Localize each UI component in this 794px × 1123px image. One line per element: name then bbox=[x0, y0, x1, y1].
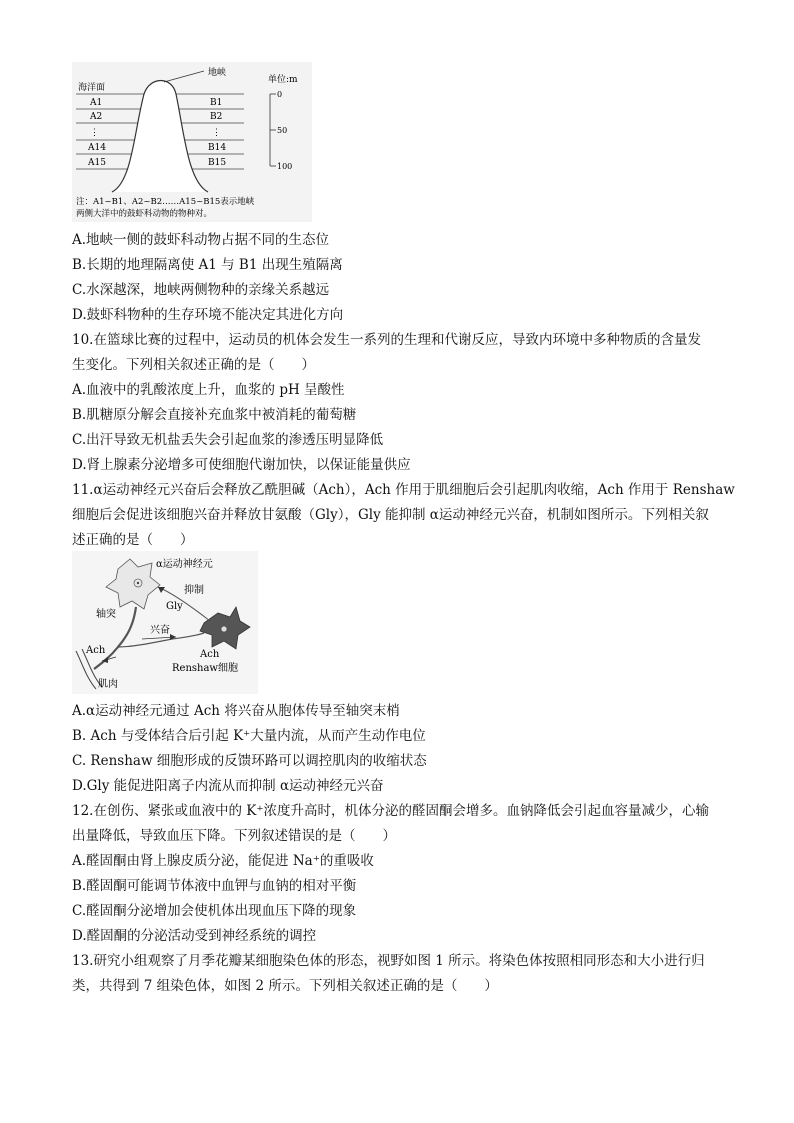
q10-option-a: A.血液中的乳酸浓度上升，血浆的 pH 呈酸性 bbox=[72, 382, 345, 398]
q11-option-b: B. Ach 与受体结合后引起 K⁺大量内流，从而产生动作电位 bbox=[72, 728, 426, 744]
scale-tick-50: 50 bbox=[277, 126, 288, 135]
label-b1: B1 bbox=[210, 98, 223, 108]
isthmus-diagram bbox=[72, 62, 312, 222]
figure-note-line1: 注：A1~B1、A2~B2……A15~B15表示地峡 bbox=[76, 197, 255, 207]
q9-option-a: A.地峡一侧的鼓虾科动物占据不同的生态位 bbox=[72, 232, 330, 248]
q12-option-d: D.醛固酮的分泌活动受到神经系统的调控 bbox=[72, 928, 317, 944]
q10-option-b: B.肌糖原分解会直接补充血浆中被消耗的葡萄糖 bbox=[72, 407, 357, 423]
q9-option-b: B.长期的地理隔离使 A1 与 B1 出现生殖隔离 bbox=[72, 257, 343, 273]
q12-option-c: C.醛固酮分泌增加会使机体出现血压下降的现象 bbox=[72, 903, 357, 919]
q13-stem-line2: 类，共得到 7 组染色体，如图 2 所示。下列相关叙述正确的是（ ） bbox=[72, 978, 498, 994]
muscle-label: 肌肉 bbox=[98, 679, 118, 690]
ocean-label: 海洋面 bbox=[78, 83, 106, 93]
q12-stem-line1: 12.在创伤、紧张或血液中的 K⁺浓度升高时，机体分泌的醛固酮会增多。血钠降低会引起血容量减少，心输 bbox=[72, 803, 709, 819]
q11-option-c: C. Renshaw 细胞形成的反馈环路可以调控肌肉的收缩状态 bbox=[72, 753, 427, 769]
q12-option-b: B.醛固酮可能调节体液中血钾与血钠的相对平衡 bbox=[72, 878, 357, 894]
ach-left-label: Ach bbox=[86, 645, 106, 656]
gly-label: Gly bbox=[166, 601, 183, 612]
label-b2: B2 bbox=[210, 112, 223, 122]
label-b-dots: ⋮ bbox=[212, 128, 221, 138]
label-a1: A1 bbox=[90, 98, 103, 108]
isthmus-label: 地峡 bbox=[208, 68, 227, 78]
q10-option-c: C.出汗导致无机盐丢失会引起血浆的渗透压明显降低 bbox=[72, 432, 384, 448]
alpha-neuron-label: α运动神经元 bbox=[156, 559, 213, 570]
scale-tick-100: 100 bbox=[277, 162, 293, 171]
isthmus-figure bbox=[72, 62, 312, 222]
ach-right-label: Ach bbox=[200, 649, 220, 660]
scale-tick-0: 0 bbox=[277, 90, 283, 99]
q13-stem-line1: 13.研究小组观察了月季花瓣某细胞染色体的形态，视野如图 1 所示。将染色体按照相同形态和大小进行归 bbox=[72, 953, 705, 969]
label-b15: B15 bbox=[208, 158, 227, 168]
label-b14: B14 bbox=[208, 143, 227, 153]
q11-option-a: A.α运动神经元通过 Ach 将兴奋从胞体传导至轴突末梢 bbox=[72, 703, 400, 719]
q12-option-a: A.醛固酮由肾上腺皮质分泌，能促进 Na⁺的重吸收 bbox=[72, 853, 374, 869]
figure-note-line2: 两侧大洋中的鼓虾科动物的物种对。 bbox=[76, 209, 213, 219]
inhibit-label: 抑制 bbox=[184, 585, 204, 596]
unit-label: 单位:m bbox=[268, 75, 298, 85]
q11-stem-line1: 11.α运动神经元兴奋后会释放乙酰胆碱（Ach），Ach 作用于肌细胞后会引起肌肉收缩，Ach 作用于 Renshaw bbox=[72, 482, 735, 498]
label-a-dots: ⋮ bbox=[90, 128, 99, 138]
neuron-figure bbox=[72, 551, 258, 694]
q11-option-d: D.Gly 能促进阳离子内流从而抑制 α运动神经元兴奋 bbox=[72, 778, 384, 794]
renshaw-label: Renshaw细胞 bbox=[172, 663, 238, 674]
q10-stem-line1: 10.在篮球比赛的过程中，运动员的机体会发生一系列的生理和代谢反应，导致内环境中多种物质的含量发 bbox=[72, 332, 701, 348]
excite-label: 兴奋 bbox=[150, 625, 170, 636]
q9-option-c: C.水深越深，地峡两侧物种的亲缘关系越远 bbox=[72, 282, 330, 298]
q10-stem-line2: 生变化。下列相关叙述正确的是（ ） bbox=[72, 357, 315, 373]
label-a14: A14 bbox=[88, 143, 106, 153]
q12-stem-line2: 出量降低，导致血压下降。下列叙述错误的是（ ） bbox=[72, 828, 396, 844]
q10-option-d: D.肾上腺素分泌增多可使细胞代谢加快，以保证能量供应 bbox=[72, 457, 411, 473]
q9-option-d: D.鼓虾科物种的生存环境不能决定其进化方向 bbox=[72, 307, 344, 323]
label-a15: A15 bbox=[88, 158, 106, 168]
q11-stem-line2: 细胞后会促进该细胞兴奋并释放甘氨酸（Gly），Gly 能抑制 α运动神经元兴奋，机制如图所示。下列相关叙 bbox=[72, 507, 709, 523]
label-a2: A2 bbox=[90, 112, 103, 122]
axon-label: 轴突 bbox=[96, 609, 116, 620]
neuron-diagram bbox=[72, 551, 258, 694]
q11-stem-line3: 述正确的是（ ） bbox=[72, 532, 194, 548]
